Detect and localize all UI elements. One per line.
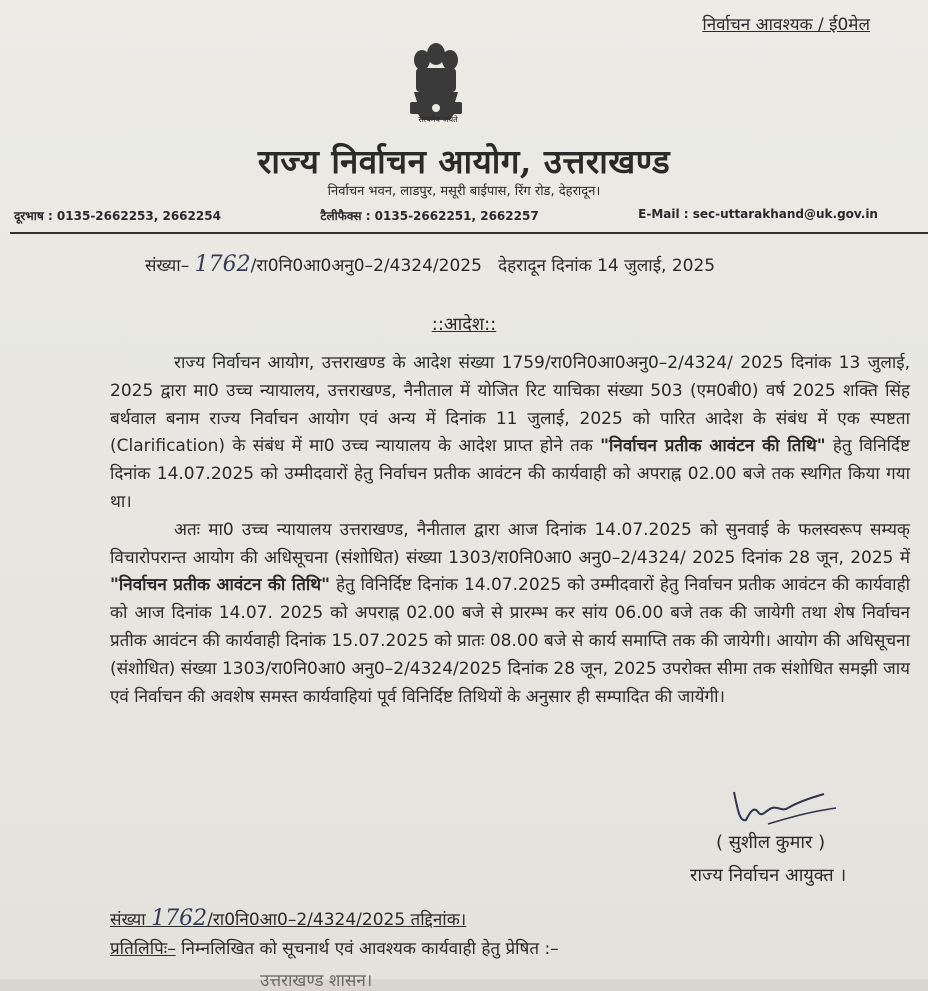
place-date: देहरादून दिनांक 14 जुलाई, 2025	[498, 256, 716, 276]
paragraph-2-bold: "निर्वाचन प्रतीक आवंटन की तिथि"	[110, 575, 331, 596]
copy-reference-handwritten-number: 1762	[151, 906, 208, 931]
copy-reference-suffix: /रा0नि0आ0–2/4324/2025 तद्दिनांक।	[207, 910, 467, 930]
order-body	[110, 350, 910, 711]
organization-address: निर्वाचन भवन, लाडपुर, मसूरी बाईपास, रिंग रोड, देहरादून।	[327, 184, 601, 199]
paragraph-1	[110, 350, 910, 517]
contact-row	[14, 207, 878, 224]
reference-prefix: संख्या–	[145, 256, 190, 276]
signatory-name: ( सुशील कुमार )	[716, 832, 826, 853]
paragraph-1-text-b: हेतु विनिर्दिष्ट दिनांक 14.07.2025 को उम्मीदवारों हेतु निर्वाचन प्रतीक आवंटन की कार्यवाही को अपराह्न 02.00 बजे तक स्थगित किया गया था।	[110, 436, 910, 512]
copy-text: निम्नलिखित को सूचनार्थ एवं आवश्यक कार्यवाही हेतु प्रेषित :–	[175, 939, 559, 959]
copy-line	[110, 936, 559, 959]
paragraph-1-bold: "निर्वाचन प्रतीक आवंटन की तिथि"	[600, 436, 826, 457]
paragraph-2-text-a: अतः मा0 उच्च न्यायालय उत्तराखण्ड, नैनीताल द्वारा आज दिनांक 14.07.2025 को सुनवाई के फलस्वरूप सम्यक् विचारोपरान्त आयोग की अधिसूचना (संशोधित) संख्या 1303/रा0नि0आ0 अनु0–2/4324/ 2025 दिनांक 28 जून, 2025 में	[110, 519, 910, 568]
signatory-designation: राज्य निर्वाचन आयुक्त ।	[690, 865, 847, 886]
signature-mark	[728, 782, 848, 832]
email-address: E-Mail : sec-uttarakhand@uk.gov.in	[638, 207, 878, 221]
paragraph-2	[110, 517, 910, 712]
cut-off-line: उत्तराखण्ड शासन।	[260, 971, 373, 991]
reference-handwritten-number: 1762	[194, 252, 251, 277]
copy-reference-prefix: संख्या	[110, 910, 146, 930]
reference-line	[145, 252, 715, 277]
order-heading: ::आदेश::	[431, 314, 497, 335]
copy-reference	[110, 906, 466, 931]
top-note: निर्वाचन आवश्यक / ई0मेल	[702, 15, 870, 35]
telefax-number: टैलीफैक्स : 0135-2662251, 2662257	[320, 209, 539, 223]
paragraph-1-text-a: राज्य निर्वाचन आयोग, उत्तराखण्ड के आदेश संख्या 1759/रा0नि0आ0अनु0–2/4324/ 2025 दिनांक 13 जुलाई, 2025 द्वारा मा0 उच्च न्यायालय, उत्तराखण्ड, नैनीताल में योजित रिट याचिका संख्या 503 (एम0बी0) वर्ष 2025 शक्ति सिंह बर्थवाल बनाम राज्य निर्वाचन आयोग एवं अन्य में दिनांक 11 जुलाई, 2025 को पारित आदेश के संबंध में एक स्पष्टता (Clarification) के संबंध में मा0 उच्च न्यायालय के आदेश प्राप्त होने तक	[110, 353, 910, 457]
copy-label: प्रतिलिपिः–	[110, 939, 176, 959]
header-divider	[10, 232, 928, 234]
paragraph-2-text-b: हेतु विनिर्दिष्ट दिनांक 14.07.2025 को उम्मीदवारों हेतु निर्वाचन प्रतीक आवंटन की कार्यवाही को आज दिनांक 14.07. 2025 को अपराह्न 02.00 बजे से प्रारम्भ कर सांय 06.00 बजे तक की जायेगी तथा शेष निर्वाचन प्रतीक आवंटन की कार्यवाही दिनांक 15.07.2025 को प्रातः 08.00 बजे से कार्य समाप्ति तक की जायेगी। आयोग की अधिसूचना (संशोधित) संख्या 1303/रा0नि0आ0 अनु0–2/4324/2025 दिनांक 28 जून, 2025 उपरोक्त सीमा तक संशोधित समझी जाय एवं निर्वाचन की अवशेष समस्त कार्यवाहियां पूर्व विनिर्दिष्ट तिथियों के अनुसार ही सम्पादित की जायेंगी।	[110, 575, 910, 707]
emblem-motto: सत्यमेव जयते	[418, 115, 458, 124]
organization-title: राज्य निर्वाचन आयोग, उत्तराखण्ड	[257, 142, 671, 181]
phone-number: दूरभाष : 0135-2662253, 2662254	[14, 209, 221, 223]
reference-suffix: /रा0नि0आ0अनु0–2/4324/2025	[250, 256, 482, 276]
